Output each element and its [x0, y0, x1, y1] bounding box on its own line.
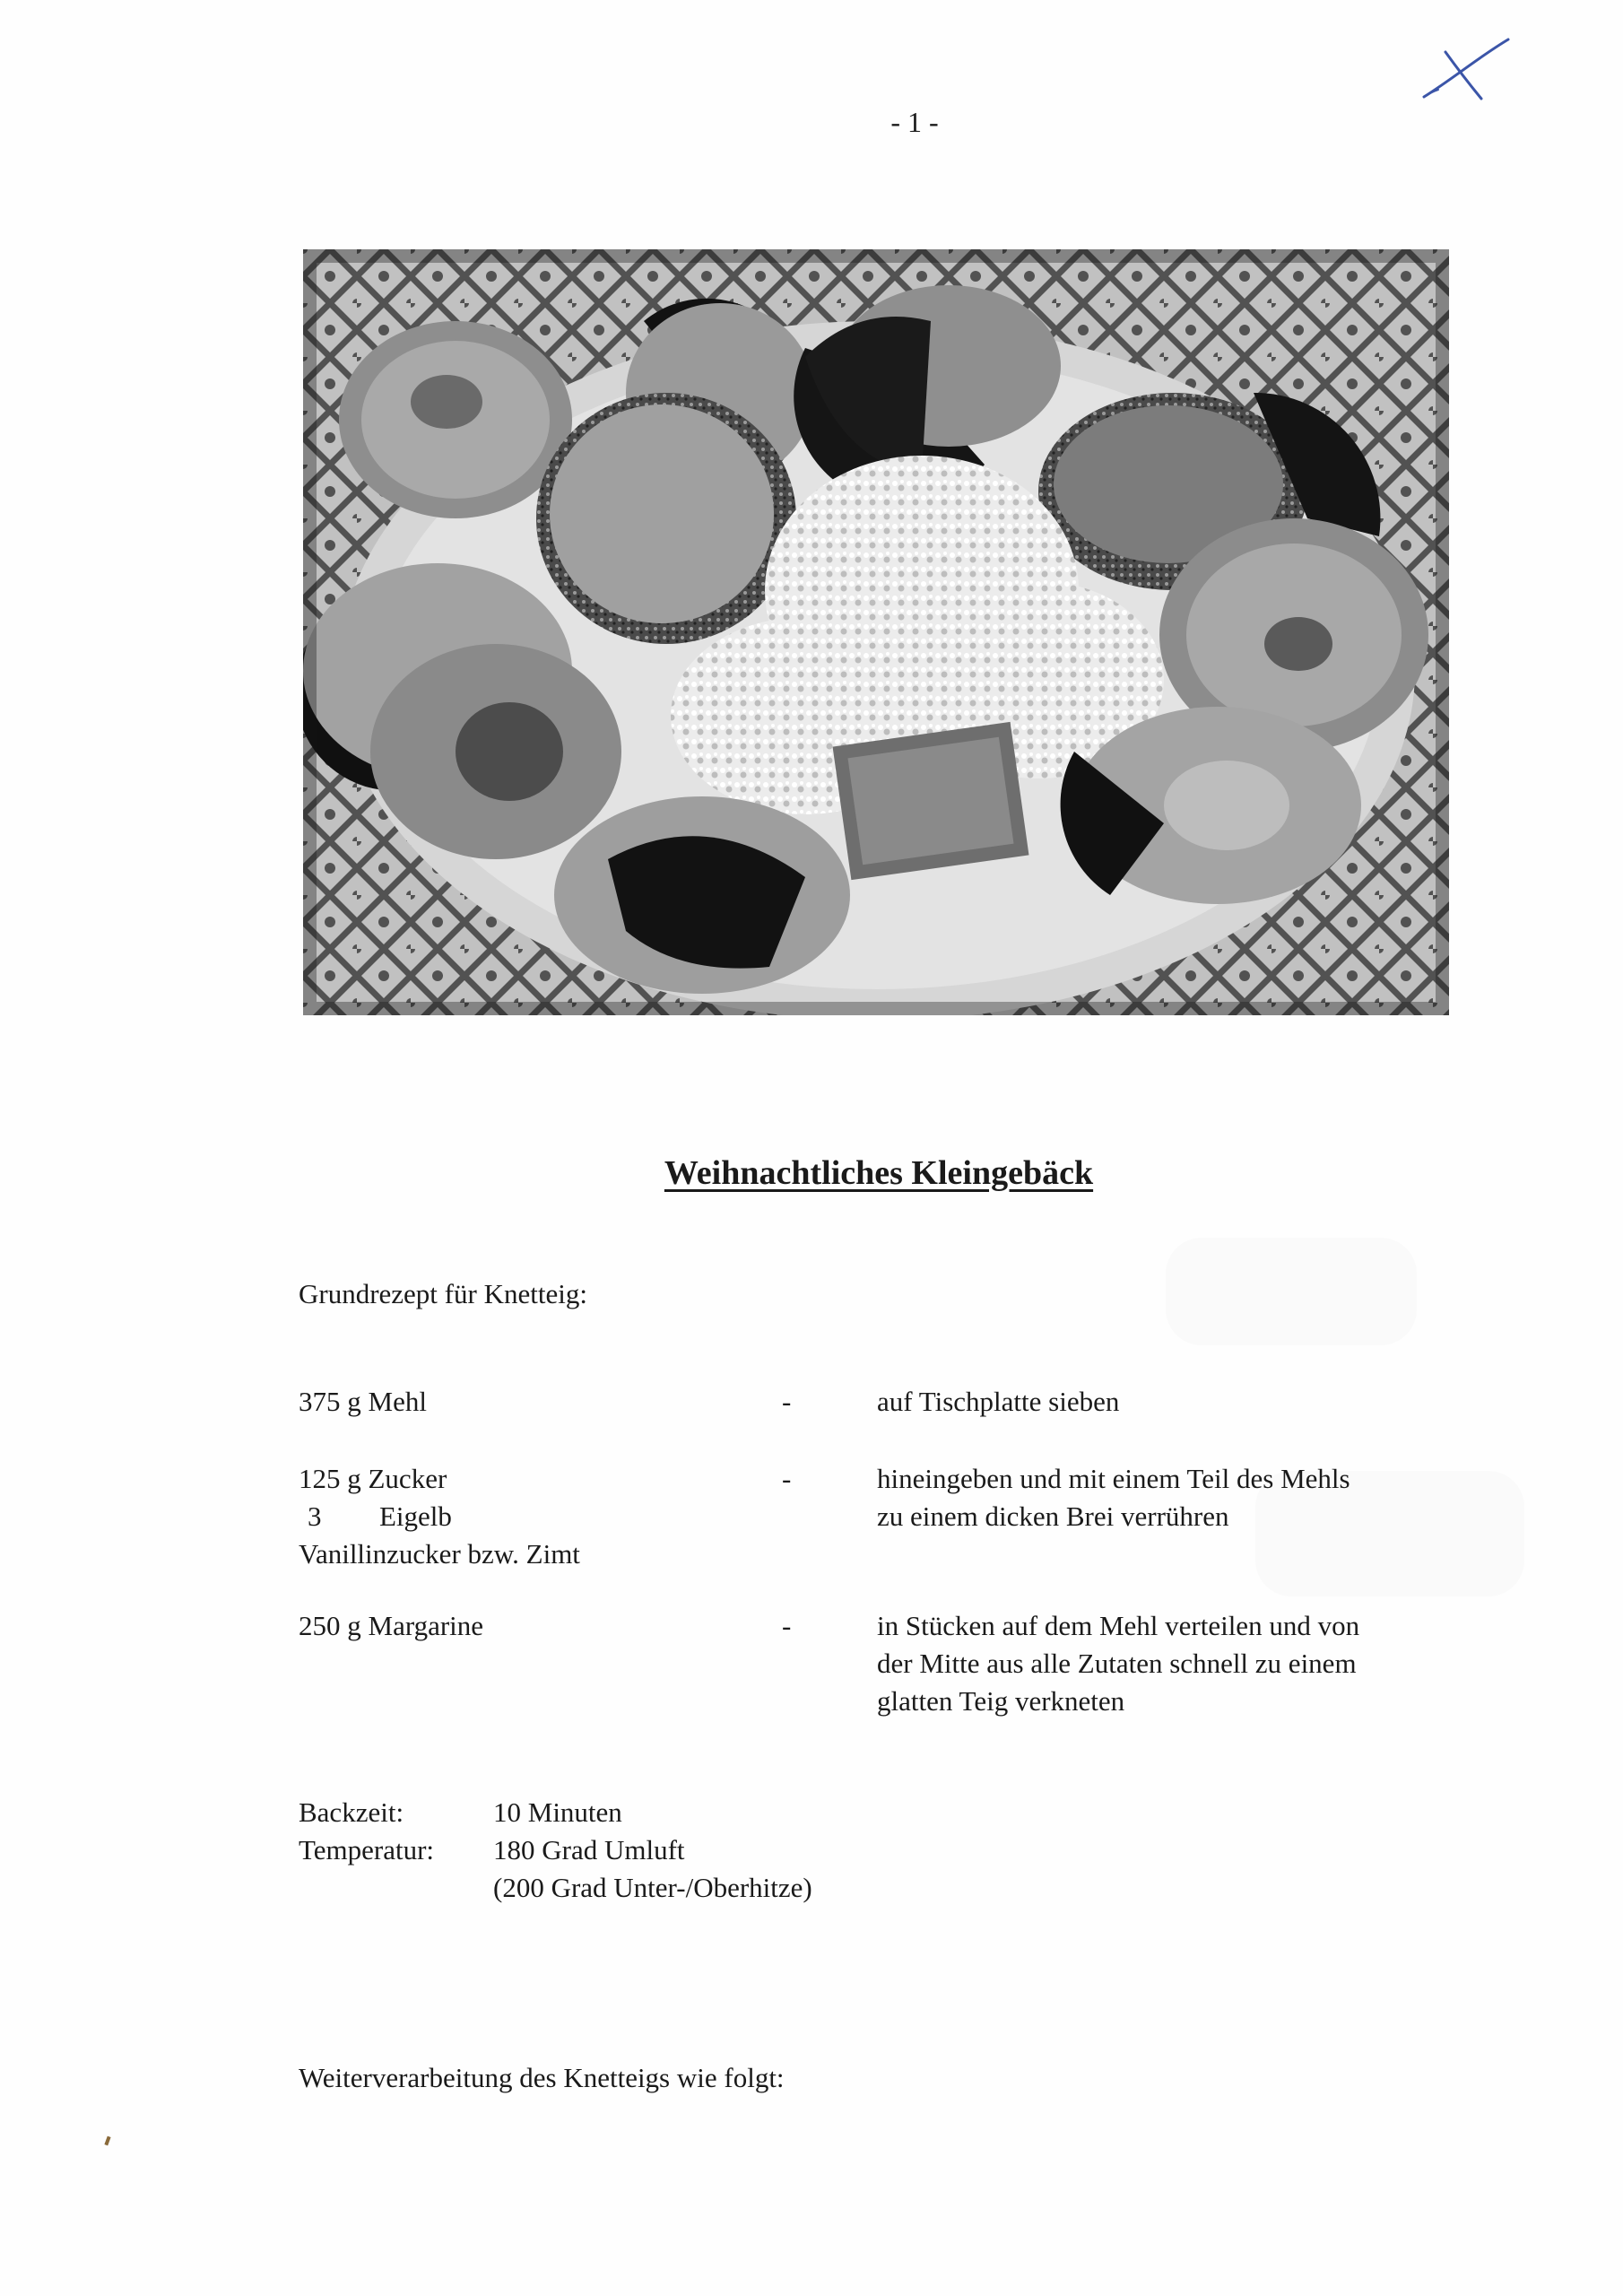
- baking-time-value: 10 Minuten: [493, 1796, 622, 1828]
- instruction-line: auf Tischplatte sieben: [877, 1386, 1120, 1417]
- ingredient-margarine: 250 g Margarine: [299, 1610, 484, 1641]
- ingredient-egg-count: 3: [308, 1500, 322, 1532]
- page-number: - 1 -: [890, 106, 939, 138]
- step-separator: -: [782, 1463, 792, 1494]
- ingredient-flour: 375 g Mehl: [299, 1386, 427, 1417]
- ingredient-vanilla: Vanillinzucker bzw. Zimt: [299, 1538, 580, 1570]
- step-separator: -: [782, 1610, 792, 1641]
- instruction-line: in Stücken auf dem Mehl verteilen und von: [877, 1610, 1360, 1641]
- instruction-line: zu einem dicken Brei verrühren: [877, 1500, 1229, 1532]
- ingredient-egg-yolk: Eigelb: [379, 1500, 452, 1532]
- temperature-alt-value: (200 Grad Unter-/Oberhitze): [493, 1872, 812, 1903]
- temperature-value: 180 Grad Umluft: [493, 1834, 685, 1866]
- handwritten-x-mark: [1417, 34, 1515, 106]
- instruction-line: glatten Teig verkneten: [877, 1685, 1125, 1717]
- stray-mark: [104, 2136, 110, 2146]
- baking-time-label: Backzeit:: [299, 1796, 404, 1828]
- instruction-line: der Mitte aus alle Zutaten schnell zu einem: [877, 1648, 1357, 1679]
- step-separator: -: [782, 1386, 792, 1417]
- instruction-line: hineingeben und mit einem Teil des Mehls: [877, 1463, 1350, 1494]
- bleed-through-mark: [1166, 1238, 1417, 1345]
- continuation-note: Weiterverarbeitung des Knetteigs wie folgt:: [299, 2062, 785, 2093]
- cookie-plate-photo: [303, 249, 1449, 1015]
- ingredient-sugar: 125 g Zucker: [299, 1463, 447, 1494]
- recipe-subtitle: Grundrezept für Knetteig:: [299, 1278, 587, 1309]
- temperature-label: Temperatur:: [299, 1834, 435, 1866]
- recipe-title: Weihnachtliches Kleingebäck: [664, 1154, 1094, 1192]
